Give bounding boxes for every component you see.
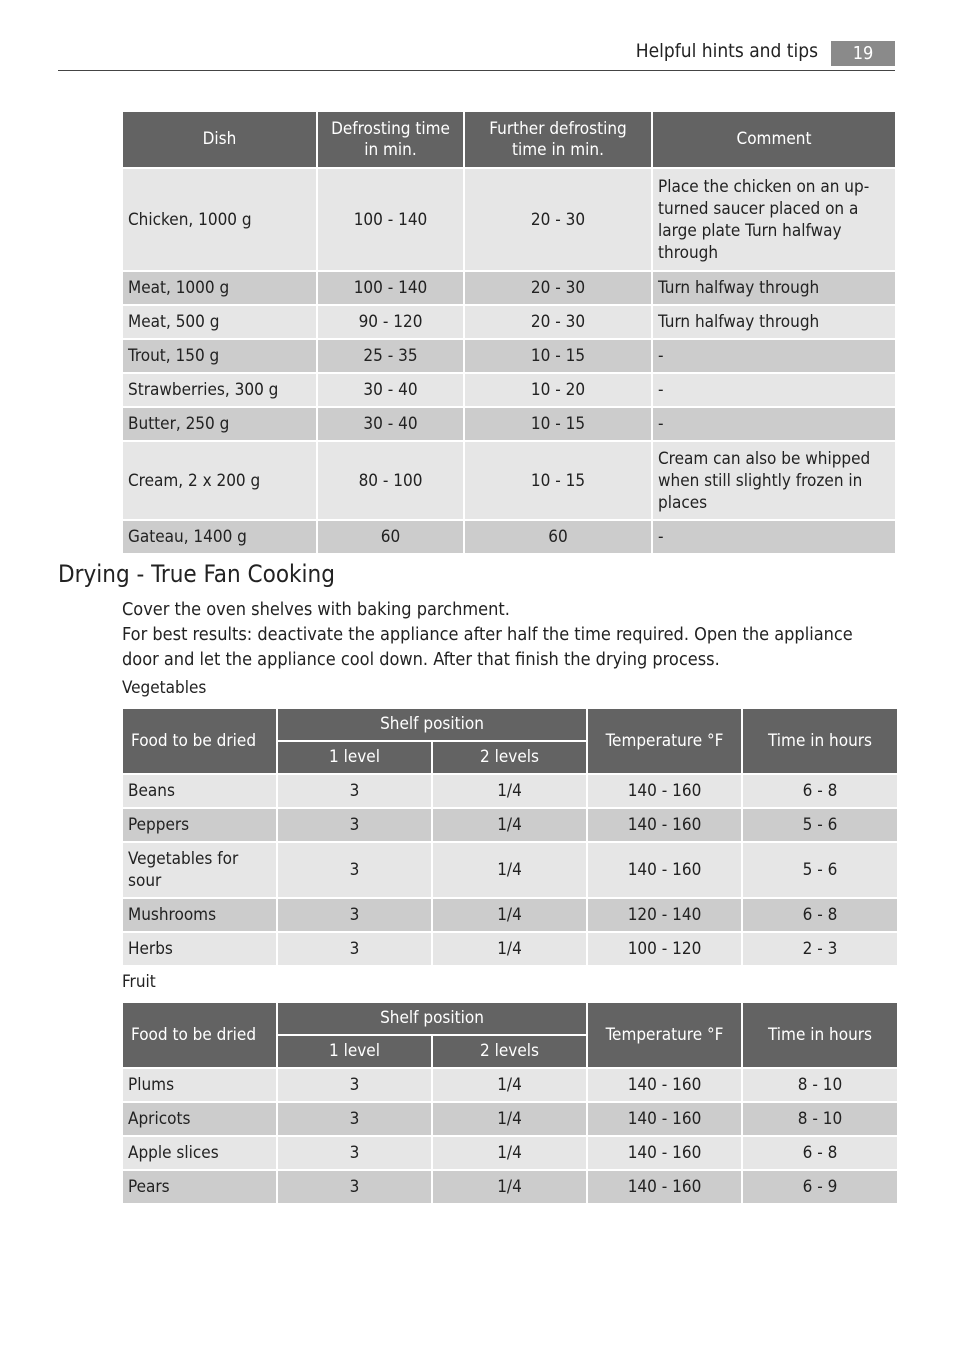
cell-1-level: 3	[278, 843, 431, 897]
cell-defrost-time: 30 - 40	[318, 374, 463, 406]
cell-further-time: 10 - 15	[465, 408, 651, 440]
cell-1-level: 3	[278, 809, 431, 841]
cell-time: 8 - 10	[743, 1103, 897, 1135]
cell-dish: Gateau, 1400 g	[123, 521, 316, 553]
cell-further-time: 10 - 15	[465, 442, 651, 519]
cell-defrost-time: 60	[318, 521, 463, 553]
cell-dish: Meat, 1000 g	[123, 272, 316, 304]
table-row	[123, 809, 897, 841]
table-row	[123, 933, 897, 965]
cell-temperature: 140 - 160	[588, 1103, 741, 1135]
cell-comment: Turn halfway through	[653, 306, 895, 338]
cell-1-level: 3	[278, 1171, 431, 1203]
cell-temperature: 100 - 120	[588, 933, 741, 965]
col-header-shelf-position: Shelf position	[278, 709, 586, 740]
cell-1-level: 3	[278, 933, 431, 965]
cell-temperature: 140 - 160	[588, 843, 741, 897]
table-row	[123, 408, 895, 440]
cell-food: Herbs	[123, 933, 276, 965]
cell-dish: Strawberries, 300 g	[123, 374, 316, 406]
cell-2-levels: 1/4	[433, 933, 586, 965]
instruction-paragraph: For best results: deactivate the appliance after half the time required. Open the appliance door and let the appliance cool down. After that finish the drying process.	[122, 624, 853, 670]
cell-comment: Place the chicken on an up-turned saucer placed on a large plate Turn halfway through	[653, 169, 895, 270]
table-row	[123, 899, 897, 931]
subsection-label-fruit: Fruit	[122, 972, 156, 992]
cell-defrost-time: 30 - 40	[318, 408, 463, 440]
cell-2-levels: 1/4	[433, 775, 586, 807]
table-row	[123, 1171, 897, 1203]
cell-further-time: 20 - 30	[465, 272, 651, 304]
col-header-further-time: Further defrosting time in min.	[465, 112, 651, 167]
header-divider	[58, 70, 895, 71]
cell-defrost-time: 100 - 140	[318, 169, 463, 270]
cell-time: 6 - 8	[743, 1137, 897, 1169]
col-header-temperature: Temperature °F	[588, 1003, 741, 1067]
cell-defrost-time: 25 - 35	[318, 340, 463, 372]
cell-food: Apple slices	[123, 1137, 276, 1169]
cell-defrost-time: 100 - 140	[318, 272, 463, 304]
col-header-dish: Dish	[123, 112, 316, 167]
col-header-1-level: 1 level	[278, 742, 431, 773]
cell-comment: -	[653, 521, 895, 553]
cell-2-levels: 1/4	[433, 809, 586, 841]
table-row	[123, 775, 897, 807]
col-header-time: Time in hours	[743, 709, 897, 773]
col-header-defrost-time: Defrosting time in min.	[318, 112, 463, 167]
table-row	[123, 442, 895, 519]
cell-dish: Butter, 250 g	[123, 408, 316, 440]
table-row	[123, 374, 895, 406]
cell-food: Vegetables for sour	[123, 843, 276, 897]
cell-1-level: 3	[278, 1137, 431, 1169]
page-number: 19	[831, 41, 895, 66]
cell-1-level: 3	[278, 899, 431, 931]
col-header-food: Food to be dried	[123, 709, 276, 773]
table-row	[123, 272, 895, 304]
table-header-row	[123, 1003, 897, 1034]
cell-time: 6 - 8	[743, 775, 897, 807]
col-header-shelf-position: Shelf position	[278, 1003, 586, 1034]
cell-2-levels: 1/4	[433, 843, 586, 897]
cell-food: Beans	[123, 775, 276, 807]
col-header-1-level: 1 level	[278, 1036, 431, 1067]
cell-temperature: 140 - 160	[588, 1137, 741, 1169]
defrosting-table	[121, 110, 897, 555]
cell-dish: Meat, 500 g	[123, 306, 316, 338]
col-header-2-levels: 2 levels	[433, 742, 586, 773]
section-title: Drying - True Fan Cooking	[58, 560, 335, 588]
cell-temperature: 140 - 160	[588, 775, 741, 807]
cell-time: 8 - 10	[743, 1069, 897, 1101]
cell-temperature: 140 - 160	[588, 1069, 741, 1101]
table-header-row	[123, 709, 897, 740]
cell-time: 2 - 3	[743, 933, 897, 965]
cell-comment: -	[653, 408, 895, 440]
cell-2-levels: 1/4	[433, 1103, 586, 1135]
cell-time: 6 - 8	[743, 899, 897, 931]
cell-further-time: 10 - 15	[465, 340, 651, 372]
cell-time: 5 - 6	[743, 843, 897, 897]
cell-food: Plums	[123, 1069, 276, 1101]
cell-further-time: 20 - 30	[465, 169, 651, 270]
table-row	[123, 306, 895, 338]
cell-comment: -	[653, 374, 895, 406]
cell-further-time: 10 - 20	[465, 374, 651, 406]
cell-food: Mushrooms	[123, 899, 276, 931]
col-header-temperature: Temperature °F	[588, 709, 741, 773]
cell-food: Apricots	[123, 1103, 276, 1135]
table-row	[123, 340, 895, 372]
col-header-time: Time in hours	[743, 1003, 897, 1067]
cell-food: Pears	[123, 1171, 276, 1203]
cell-defrost-time: 80 - 100	[318, 442, 463, 519]
cell-1-level: 3	[278, 1069, 431, 1101]
instruction-paragraph: Cover the oven shelves with baking parchment.	[122, 599, 510, 620]
cell-dish: Chicken, 1000 g	[123, 169, 316, 270]
col-header-comment: Comment	[653, 112, 895, 167]
cell-1-level: 3	[278, 775, 431, 807]
cell-defrost-time: 90 - 120	[318, 306, 463, 338]
cell-comment: Cream can also be whipped when still slightly frozen in places	[653, 442, 895, 519]
subsection-label-vegetables: Vegetables	[122, 678, 207, 698]
table-row	[123, 1069, 897, 1101]
cell-comment: -	[653, 340, 895, 372]
cell-2-levels: 1/4	[433, 899, 586, 931]
table-row	[123, 1103, 897, 1135]
table-row	[123, 521, 895, 553]
vegetables-table	[121, 707, 899, 967]
cell-2-levels: 1/4	[433, 1137, 586, 1169]
cell-1-level: 3	[278, 1103, 431, 1135]
col-header-food: Food to be dried	[123, 1003, 276, 1067]
cell-temperature: 140 - 160	[588, 809, 741, 841]
cell-temperature: 120 - 140	[588, 899, 741, 931]
table-row	[123, 1137, 897, 1169]
section-header-title: Helpful hints and tips	[635, 40, 818, 62]
cell-comment: Turn halfway through	[653, 272, 895, 304]
cell-further-time: 20 - 30	[465, 306, 651, 338]
cell-time: 6 - 9	[743, 1171, 897, 1203]
cell-2-levels: 1/4	[433, 1171, 586, 1203]
cell-food: Peppers	[123, 809, 276, 841]
table-row	[123, 843, 897, 897]
col-header-2-levels: 2 levels	[433, 1036, 586, 1067]
cell-2-levels: 1/4	[433, 1069, 586, 1101]
fruit-table	[121, 1001, 899, 1205]
cell-further-time: 60	[465, 521, 651, 553]
cell-time: 5 - 6	[743, 809, 897, 841]
cell-temperature: 140 - 160	[588, 1171, 741, 1203]
cell-dish: Trout, 150 g	[123, 340, 316, 372]
table-header-row	[123, 112, 895, 167]
table-row	[123, 169, 895, 270]
cell-dish: Cream, 2 x 200 g	[123, 442, 316, 519]
